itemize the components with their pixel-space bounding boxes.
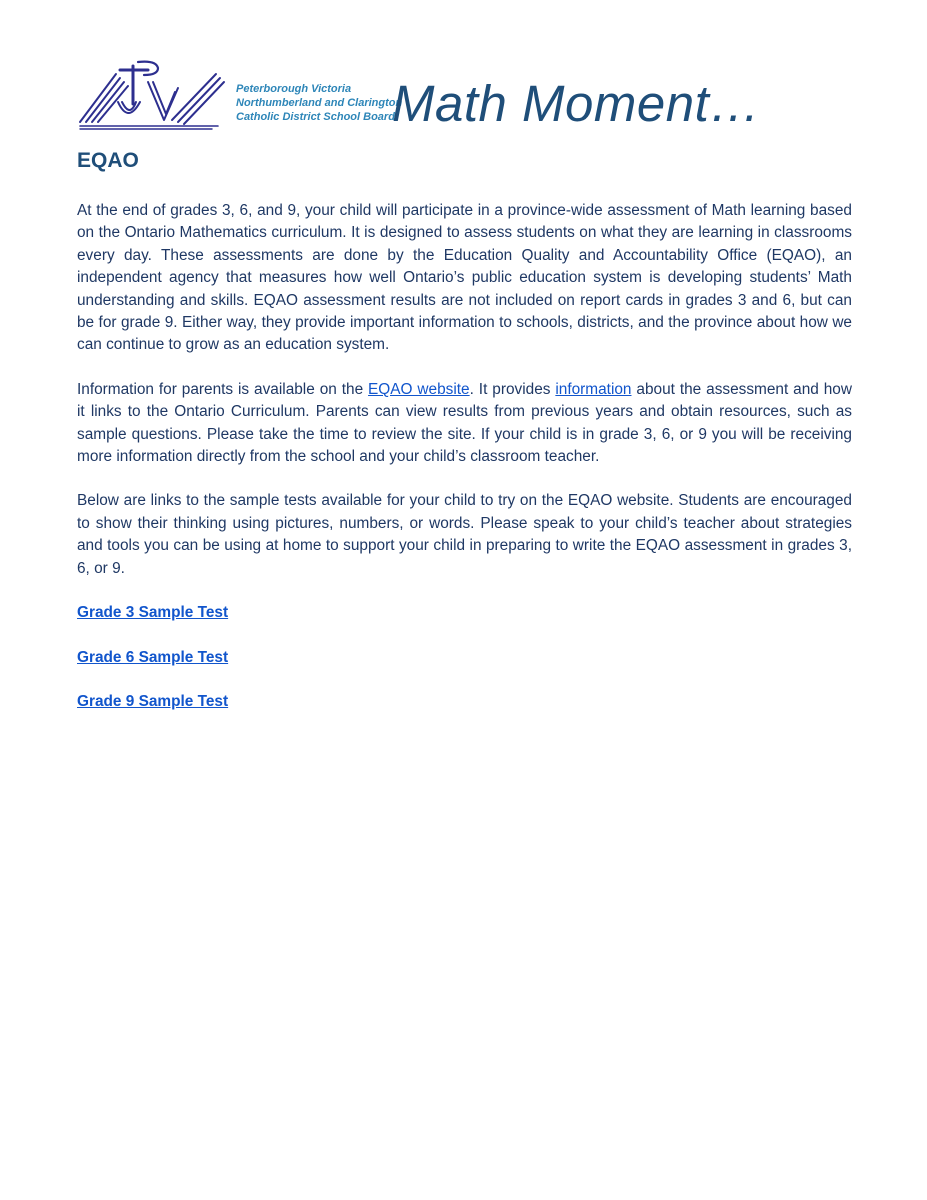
paragraph-text: Information for parents is available on the [77, 380, 369, 398]
document-body [77, 145, 852, 713]
intro-paragraph: At the end of grades 3, 6, and 9, your child will participate in a province-wide assessment of Math learning based on the Ontario Mathematics curriculum. It is designed to assess students on what they are learning in classrooms every day. These assessments are done by the Education Quality and Accountability Office (EQAO), an independent agency that measures how well Ontario’s public education system is developing students’ Math understanding and skills. EQAO assessment results are not included on report cards in grades 3 and 6, but can be for grade 9. Either way, they provide important information to schools, districts, and the province about how we can continue to grow as an education system. [77, 202, 852, 354]
school-board-name [236, 82, 402, 124]
paragraph-text: . It provides [469, 380, 556, 398]
sample-tests-paragraph: Below are links to the sample tests available for your child to try on the EQAO website. Students are encouraged to show their thinking using pictures, numbers, or words. Please speak to your child’s teacher about strategies and tools you can be using at home to support your child in preparing to write the EQAO assessment in grades 3, 6, or 9. [77, 492, 852, 577]
page-title: Math Moment… [392, 75, 761, 132]
grade-9-sample-test-link[interactable]: Grade 9 Sample Test [77, 692, 229, 710]
logo-line-3: Catholic District School Board [236, 111, 395, 123]
document-header [78, 58, 858, 148]
eqao-website-link[interactable]: EQAO website [368, 380, 470, 398]
logo-line-1: Peterborough Victoria [236, 83, 352, 95]
school-board-logo-icon [78, 58, 228, 130]
section-heading: EQAO [77, 149, 139, 172]
parent-info-paragraph [77, 379, 852, 469]
information-link[interactable]: information [555, 380, 632, 398]
logo-line-2: Northumberland and Clarington [236, 97, 403, 109]
grade-6-sample-test-link[interactable]: Grade 6 Sample Test [77, 648, 229, 666]
paragraph-text: about the assessment and how it links to the Ontario Curriculum. Parents can view results from previous years and obtain resources, such as sample questions. Please take the time to review the site. If your child is in grade 3, 6, or 9 you will be receiving more information directly from the school and your child’s classroom teacher. [77, 380, 852, 466]
grade-3-sample-test-link[interactable]: Grade 3 Sample Test [77, 604, 229, 622]
